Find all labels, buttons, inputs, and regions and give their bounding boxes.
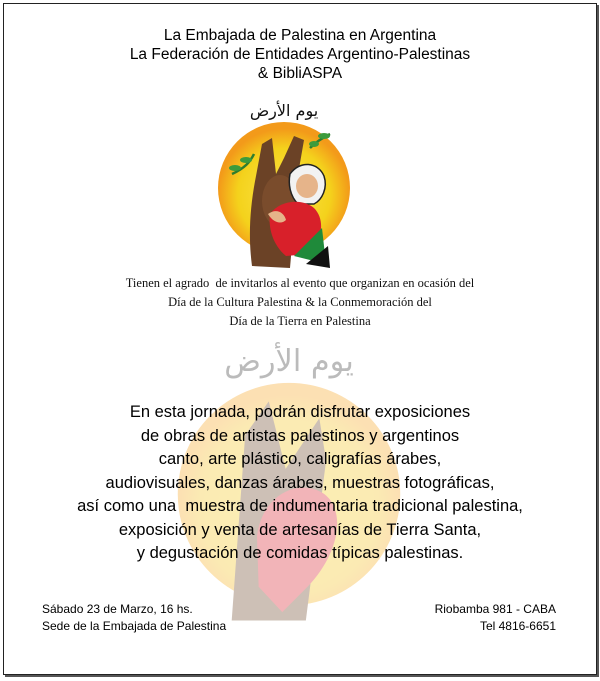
invitation-line-1: Tienen el agrado de invitarlos al evento que organizan en ocasión del — [125, 276, 475, 290]
details-line-5: así como una muestra de indumentaria tradicional palestina, — [77, 497, 523, 515]
details-line-6: exposición y venta de artesanías de Tierra Santa, — [118, 520, 482, 539]
svg-text:يوم الأرض: يوم الأرض — [224, 344, 354, 380]
details-line-3: canto, arte plástico, caligrafías árabes, — [158, 450, 442, 468]
event-date: Sábado 23 de Marzo, 16 hs. — [42, 602, 193, 616]
header-line-1: La Embajada de Palestina en Argentina — [163, 27, 437, 44]
details-line-7: y degustación de comidas típicas palestinas. — [136, 544, 464, 562]
organizers-header — [4, 26, 596, 83]
invitation-line-2: Día de la Cultura Palestina & la Conmemoración del — [168, 295, 432, 309]
invitation-line-3: Día de la Tierra en Palestina — [229, 314, 371, 328]
date-venue — [42, 601, 226, 635]
invitation-card — [3, 3, 597, 675]
header-line-2: La Federación de Entidades Argentino-Palestinas — [129, 46, 471, 63]
event-venue: Sede de la Embajada de Palestina — [42, 619, 227, 633]
event-address: Riobamba 981 - CABA — [434, 602, 556, 616]
invitation-text — [4, 274, 596, 331]
event-phone: Tel 4816-6651 — [479, 619, 556, 633]
details-line-4: audiovisuales, danzas árabes, muestras fotográficas, — [105, 473, 495, 492]
contact-info — [435, 601, 556, 635]
details-line-2: de obras de artistas palestinos y argentinos — [140, 426, 460, 445]
event-details — [4, 401, 596, 566]
land-day-emblem-icon — [210, 96, 358, 274]
details-line-1: En esta jornada, podrán disfrutar exposiciones — [129, 403, 471, 421]
arabic-title: يوم الأرض — [249, 101, 319, 120]
header-line-3: & BibliASPA — [257, 65, 343, 82]
